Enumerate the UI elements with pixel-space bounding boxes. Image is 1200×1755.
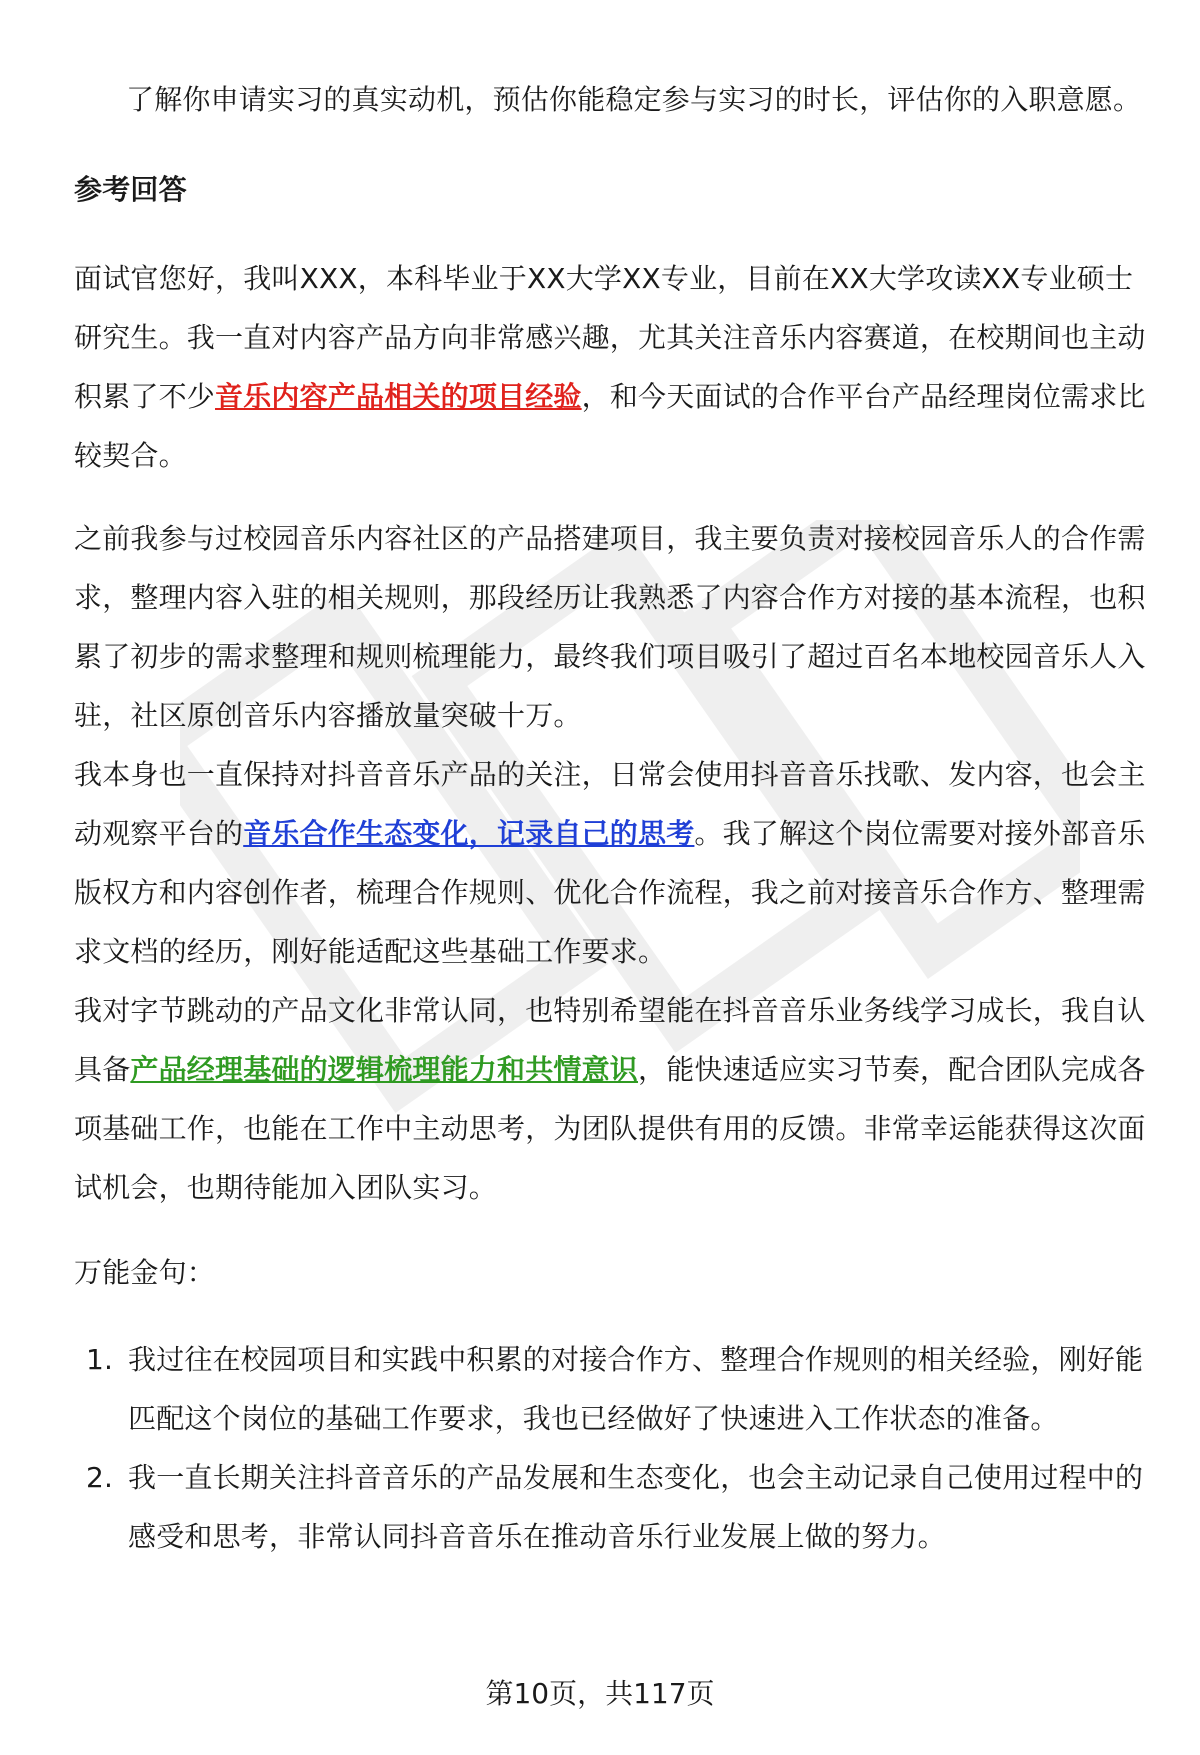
list-item (74, 1448, 1150, 1566)
answer-paragraph-4 (74, 981, 1150, 1217)
highlight-blue: 音乐合作生态变化，记录自己的思考 (243, 817, 695, 850)
list-item-text: 我过往在校园项目和实践中积累的对接合作方、整理合作规则的相关经验，刚好能匹配这个岗位的基础工作要求，我也已经做好了快速进入工作状态的准备。 (128, 1343, 1144, 1435)
page-number-footer: 第10页，共117页 (485, 1677, 715, 1710)
list-item (74, 1330, 1150, 1448)
intro-text: 了解你申请实习的真实动机，预估你能稳定参与实习的时长，评估你的入职意愿。 (126, 83, 1142, 116)
golden-quotes-label: 万能金句： (74, 1256, 216, 1289)
intro-block (74, 70, 1150, 129)
reference-heading: 参考回答 (74, 173, 187, 206)
golden-quotes-list (74, 1330, 1150, 1566)
list-item-text: 我一直长期关注抖音音乐的产品发展和生态变化，也会主动记录自己使用过程中的感受和思考，非常认同抖音音乐在推动音乐行业发展上做的努力。 (128, 1461, 1144, 1553)
list-item-number: 1. (86, 1343, 114, 1376)
highlight-red: 音乐内容产品相关的项目经验 (215, 380, 582, 413)
answer-p1-text-a: 面试官您好，我叫XXX，本科毕业于XX大学XX专业，目前在XX大学攻读XX专业硕士研究生。我一直对内容产品方向非常感兴趣，尤其关注音乐内容赛道，在校期间也主动积累了不少 (74, 262, 1146, 413)
list-item-number: 2. (86, 1461, 114, 1494)
answer-paragraph-3 (74, 745, 1150, 981)
highlight-green: 产品经理基础的逻辑梳理能力和共情意识 (130, 1053, 639, 1086)
answer-p4-text-a: 我对字节跳动的产品文化非常认同，也特别希望能在抖音音乐业务线学习成长，我自认具备 (74, 994, 1146, 1086)
answer-p3-text-a: 我本身也一直保持对抖音音乐产品的关注，日常会使用抖音音乐找歌、发内容，也会主动观察平台的 (74, 758, 1146, 850)
document-body (74, 70, 1150, 1566)
answer-paragraph-1 (74, 249, 1150, 485)
answer-p1-text-b: ，和今天面试的合作平台产品经理岗位需求比较契合。 (74, 380, 1146, 472)
answer-paragraph-2: 之前我参与过校园音乐内容社区的产品搭建项目，我主要负责对接校园音乐人的合作需求，整理内容入驻的相关规则，那段经历让我熟悉了内容合作方对接的基本流程，也积累了初步的需求整理和规则梳理能力，最终我们项目吸引了超过百名本地校园音乐人入驻，社区原创音乐内容播放量突破十万。 (74, 522, 1146, 732)
answer-p4-text-b: ，能快速适应实习节奏，配合团队完成各项基础工作，也能在工作中主动思考，为团队提供有用的反馈。非常幸运能获得这次面试机会，也期待能加入团队实习。 (74, 1053, 1146, 1204)
answer-p3-text-b: 。我了解这个岗位需要对接外部音乐版权方和内容创作者，梳理合作规则、优化合作流程，我之前对接音乐合作方、整理需求文档的经历，刚好能适配这些基础工作要求。 (74, 817, 1146, 968)
